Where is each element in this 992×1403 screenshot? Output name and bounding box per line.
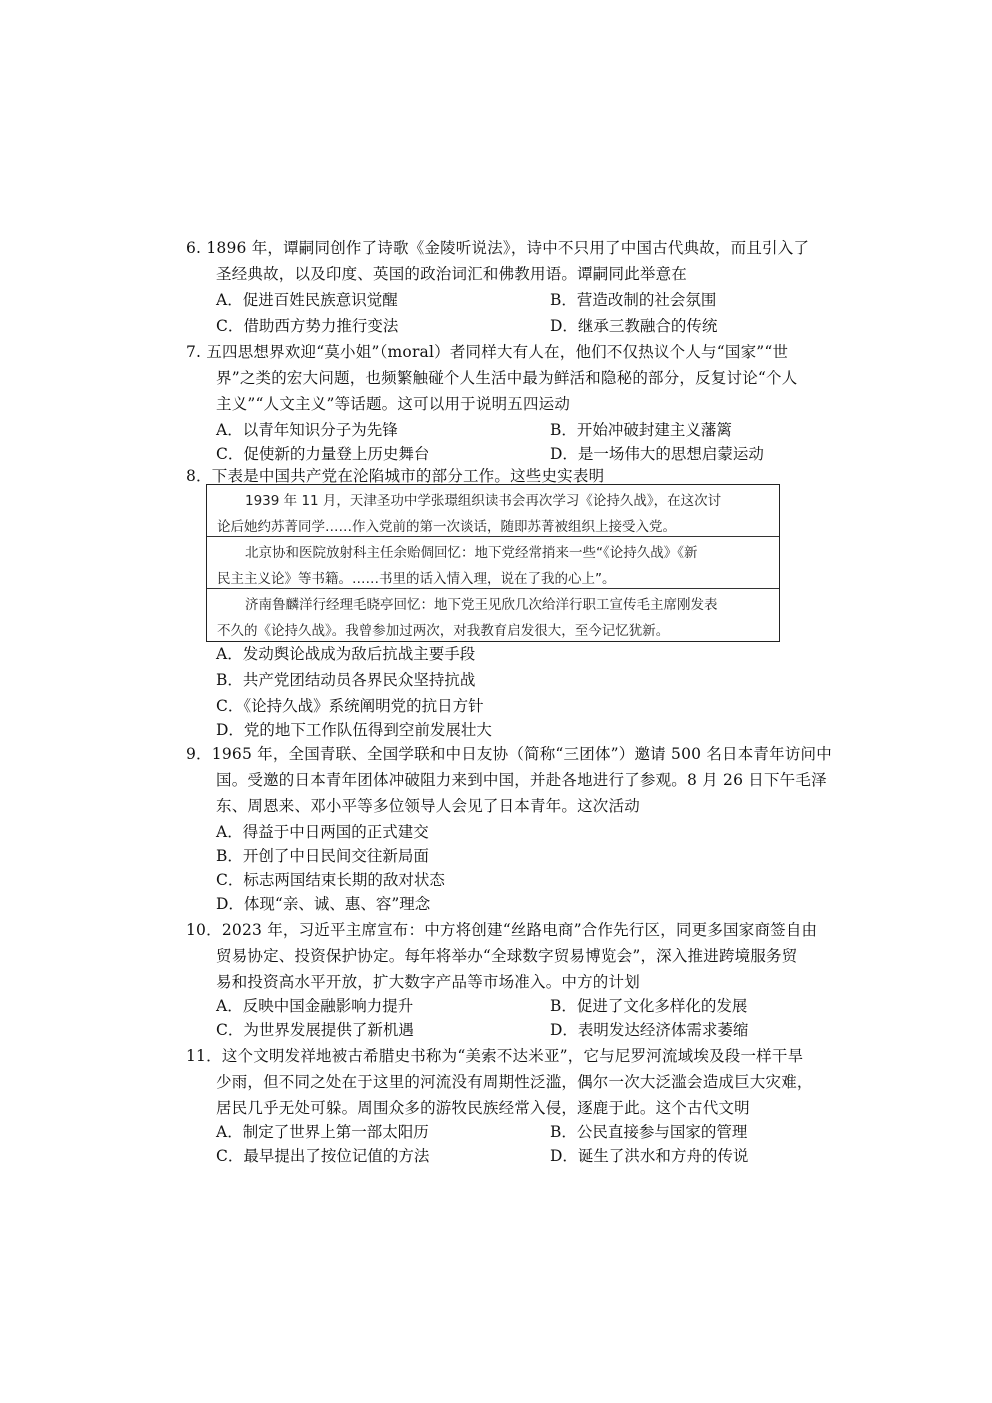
q7-stem-line-1: 7. 五四思想界欢迎“莫小姐”（moral）者同样大有人在，他们不仅热议个人与“国家”“世 bbox=[186, 343, 789, 361]
q10-stem-line-2: 贸易协定、投资保护协定。每年将举办“全球数字贸易博览会”，深入推进跨境服务贸 bbox=[216, 947, 798, 965]
q8-option-c: C．《论持久战》系统阐明党的抗日方针 bbox=[216, 697, 484, 715]
q8-table-row-1-line-2: 论后她约苏菁同学……作入党前的第一次谈话，随即苏菁被组织上接受入党。 bbox=[217, 519, 676, 535]
q8-table-row-3 bbox=[207, 589, 779, 641]
q7-option-a: A．以青年知识分子为先锋 bbox=[216, 421, 398, 439]
q8-table-row-2-line-2: 民主主义论》等书籍。……书里的话入情入理，说在了我的心上”。 bbox=[217, 571, 616, 587]
q10-option-b: B．促进了文化多样化的发展 bbox=[550, 997, 748, 1015]
q6-option-d: D．继承三教融合的传统 bbox=[550, 317, 718, 335]
q8-table-row-1-line-1: 1939 年 11 月，天津圣功中学张璟组织读书会再次学习《论持久战》，在这次讨 bbox=[245, 493, 722, 509]
q6-option-b: B．营造改制的社会氛围 bbox=[550, 291, 717, 309]
q8-table-row-2-line-1: 北京协和医院放射科主任余贻倜回忆：地下党经常捎来一些“《论持久战》《新 bbox=[245, 545, 698, 561]
q8-option-d: D．党的地下工作队伍得到空前发展壮大 bbox=[216, 721, 492, 739]
q7-option-d: D．是一场伟大的思想启蒙运动 bbox=[550, 445, 764, 463]
q7-stem-line-3: 主义”“人文主义”等话题。这可以用于说明五四运动 bbox=[216, 395, 571, 413]
q11-option-c: C．最早提出了按位记值的方法 bbox=[216, 1147, 430, 1165]
q6-option-a: A．促进百姓民族意识觉醒 bbox=[216, 291, 398, 309]
q11-stem-line-1: 11．这个文明发祥地被古希腊史书称为“美索不达米亚”，它与尼罗河流域埃及段一样干旱 bbox=[186, 1047, 804, 1065]
q7-stem-line-2: 界”之类的宏大问题，也频繁触碰个人生活中最为鲜活和隐秘的部分，反复讨论“个人 bbox=[216, 369, 798, 387]
q11-stem-line-3: 居民几乎无处可躲。周围众多的游牧民族经常入侵，逐鹿于此。这个古代文明 bbox=[216, 1099, 750, 1117]
q11-stem-line-2: 少雨，但不同之处在于这里的河流没有周期性泛滥，偶尔一次大泛滥会造成巨大灾难， bbox=[216, 1073, 813, 1091]
q8-option-a: A．发动舆论战成为敌后抗战主要手段 bbox=[216, 645, 476, 663]
q8-table-row-3-line-1: 济南鲁麟洋行经理毛晓亭回忆：地下党王见欣几次给洋行职工宣传毛主席刚发表 bbox=[245, 597, 718, 613]
q9-stem-line-2: 国。受邀的日本青年团体冲破阻力来到中国，并赴各地进行了参观。8 月 26 日下午毛泽 bbox=[216, 771, 827, 789]
q11-option-b: B．公民直接参与国家的管理 bbox=[550, 1123, 748, 1141]
q9-option-b: B．开创了中日民间交往新局面 bbox=[216, 847, 429, 865]
q11-option-a: A．制定了世界上第一部太阳历 bbox=[216, 1123, 429, 1141]
q10-option-c: C．为世界发展提供了新机遇 bbox=[216, 1021, 414, 1039]
q11-option-d: D．诞生了洪水和方舟的传说 bbox=[550, 1147, 749, 1165]
q8-stem-line-1: 8．下表是中国共产党在沦陷城市的部分工作。这些史实表明 bbox=[186, 467, 605, 485]
q8-option-b: B．共产党团结动员各界民众坚持抗战 bbox=[216, 671, 476, 689]
q9-option-a: A．得益于中日两国的正式建交 bbox=[216, 823, 429, 841]
q7-option-b: B．开始冲破封建主义藩篱 bbox=[550, 421, 732, 439]
q10-stem-line-1: 10．2023 年，习近平主席宣布：中方将创建“丝路电商”合作先行区，同更多国家商签自由 bbox=[186, 921, 818, 939]
q8-table-row-2 bbox=[207, 537, 779, 589]
q9-stem-line-3: 东、周恩来、邓小平等多位领导人会见了日本青年。这次活动 bbox=[216, 797, 640, 815]
q6-stem-line-2: 圣经典故，以及印度、英国的政治词汇和佛教用语。谭嗣同此举意在 bbox=[216, 265, 688, 283]
q9-stem-line-1: 9．1965 年，全国青联、全国学联和中日友协（简称“三团体”）邀请 500 名日本青年访问中 bbox=[186, 745, 832, 763]
q9-option-c: C．标志两国结束长期的敌对状态 bbox=[216, 871, 445, 889]
q8-table-row-3-line-2: 不久的《论持久战》。我曾参加过两次，对我教育启发很大，至今记忆犹新。 bbox=[217, 623, 670, 639]
q8-source-table bbox=[206, 484, 780, 642]
q6-option-c: C．借助西方势力推行变法 bbox=[216, 317, 399, 335]
q9-option-d: D．体现“亲、诚、惠、容”理念 bbox=[216, 895, 431, 913]
q8-table-row-1 bbox=[207, 485, 779, 537]
q10-stem-line-3: 易和投资高水平开放，扩大数字产品等市场准入。中方的计划 bbox=[216, 973, 640, 991]
q10-option-a: A．反映中国金融影响力提升 bbox=[216, 997, 414, 1015]
q6-stem-line-1: 6. 1896 年，谭嗣同创作了诗歌《金陵听说法》，诗中不只用了中国古代典故，而且引入了 bbox=[186, 239, 810, 257]
q10-option-d: D．表明发达经济体需求萎缩 bbox=[550, 1021, 749, 1039]
q7-option-c: C．促使新的力量登上历史舞台 bbox=[216, 445, 430, 463]
